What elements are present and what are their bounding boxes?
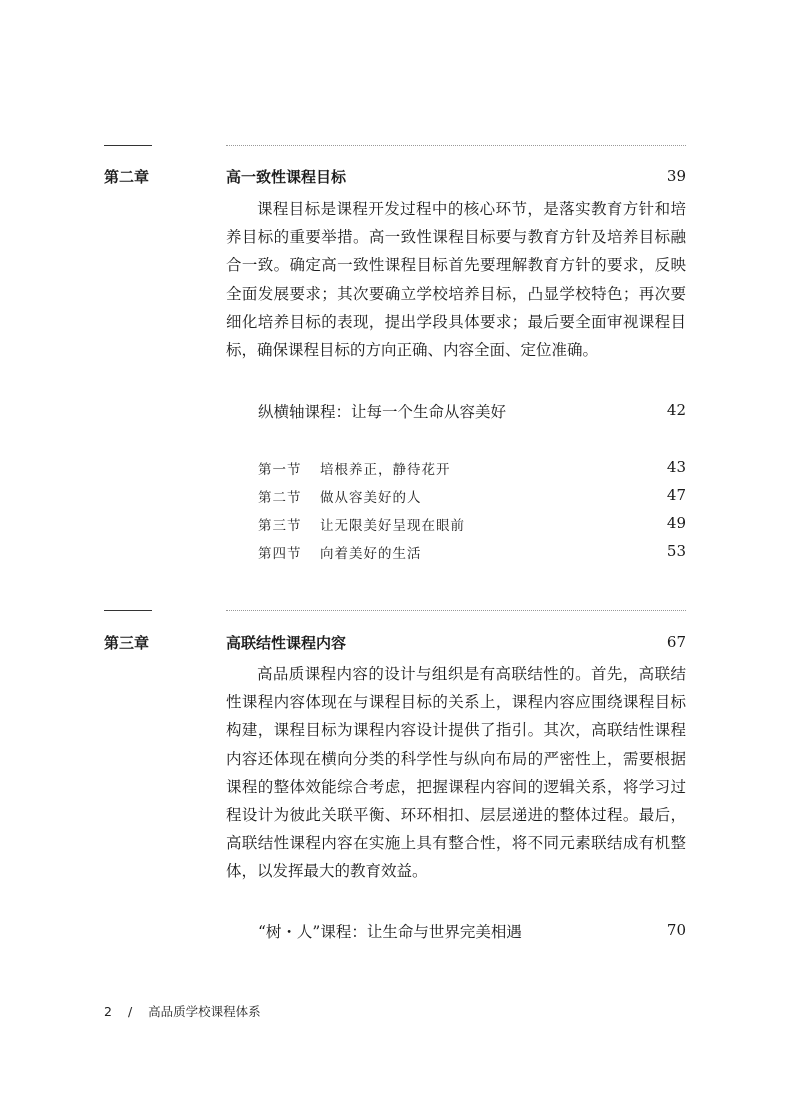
chapter-2-rule-short	[104, 145, 152, 146]
section-1-label: 第一节	[258, 462, 302, 478]
chapter-2-course-title[interactable]: 纵横轴课程：让每一个生命从容美好	[258, 403, 507, 421]
chapter-2-summary: 课程目标是课程开发过程中的核心环节，是落实教育方针和培养目标的重要举措。高一致性课程目标要与教育方针及培养目标融合一致。确定高一致性课程目标首先要理解教育方针的要求，反映全面发展要求；其次要确立学校培养目标，凸显学校特色；再次要细化培养目标的表现，提出学段具体要求；最后要全面审视课程目标，确保课程目标的方向正确、内容全面、定位准确。	[226, 200, 686, 360]
chapter-3-summary: 高品质课程内容的设计与组织是有高联结性的。首先，高联结性课程内容体现在与课程目标的关系上，课程内容应围绕课程目标构建，课程目标为课程内容设计提供了指引。其次，高联结性课程内容还体现在横向分类的科学性与纵向布局的严密性上，需要根据课程的整体效能综合考虑，把握课程内容间的逻辑关系，将学习过程设计为彼此关联平衡、环环相扣、层层递进的整体过程。最后，高联结性课程内容在实施上具有整合性，将不同元素联结成有机整体，以发挥最大的教育效益。	[226, 665, 686, 881]
section-3-title[interactable]: 让无限美好呈现在眼前	[320, 518, 465, 534]
page-footer	[104, 1002, 261, 1020]
section-4-label: 第四节	[258, 546, 302, 562]
section-1-page: 43	[666, 458, 686, 476]
section-2-page: 47	[666, 486, 686, 504]
chapter-3-rule-short	[104, 610, 152, 611]
chapter-3-title[interactable]: 高联结性课程内容	[226, 634, 347, 652]
section-4-page: 53	[666, 542, 686, 560]
section-4-title[interactable]: 向着美好的生活	[320, 546, 422, 562]
chapter-2-rule-dotted	[226, 145, 686, 146]
section-3-label: 第三节	[258, 518, 302, 534]
section-2-title[interactable]: 做从容美好的人	[320, 490, 422, 506]
chapter-2-page: 39	[666, 167, 686, 185]
footer-page-number: 2	[104, 1004, 112, 1019]
chapter-2-label: 第二章	[104, 168, 150, 186]
footer-separator: /	[127, 1004, 133, 1019]
footer-book-title: 高品质学校课程体系	[148, 1004, 261, 1019]
chapter-2-title[interactable]: 高一致性课程目标	[226, 168, 347, 186]
chapter-3-page: 67	[666, 633, 686, 651]
chapter-2-course-page: 42	[666, 401, 686, 419]
section-1-title[interactable]: 培根养正，静待花开	[320, 462, 451, 478]
section-2-label: 第二节	[258, 490, 302, 506]
section-3-page: 49	[666, 514, 686, 532]
chapter-3-label: 第三章	[104, 634, 150, 652]
chapter-3-course-page: 70	[666, 921, 686, 939]
chapter-3-rule-dotted	[226, 610, 686, 611]
chapter-3-course-title[interactable]: “树・人”课程：让生命与世界完美相遇	[258, 923, 522, 941]
